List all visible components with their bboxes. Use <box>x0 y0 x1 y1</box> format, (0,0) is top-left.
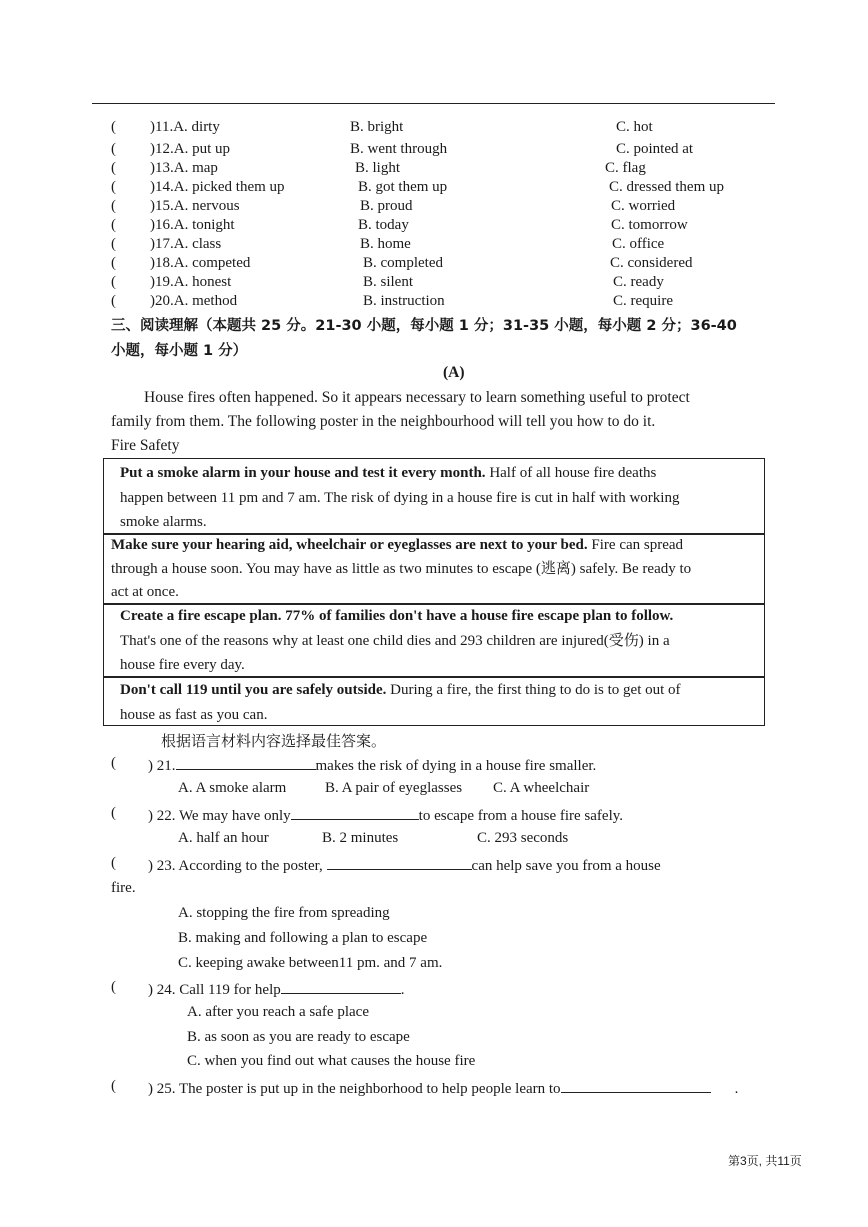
poster-box-smoke-alarm <box>103 458 765 535</box>
question-21 <box>148 755 596 775</box>
question-23 <box>148 855 661 875</box>
cloze-option-c[interactable]: C. tomorrow <box>611 217 688 233</box>
answer-paren[interactable]: ( <box>111 198 116 214</box>
poster-tip-text: Half of all house fire deaths <box>485 465 657 481</box>
option-b[interactable]: B. 2 minutes <box>322 830 399 846</box>
option-b[interactable]: B. making and following a plan to escape <box>178 930 428 946</box>
cloze-option-b[interactable]: B. today <box>358 217 409 233</box>
answer-paren[interactable]: ( <box>111 255 116 271</box>
poster-tip-text: through a house soon. You may have as little as two minutes to escape (逃离) safely. Be ready to <box>111 560 692 577</box>
question-text-cont: fire. <box>111 880 136 896</box>
answer-paren[interactable]: ( <box>111 274 116 290</box>
answer-paren[interactable]: ( <box>111 805 116 821</box>
answer-blank[interactable] <box>281 979 401 994</box>
option-c[interactable]: C. A wheelchair <box>493 780 590 796</box>
question-24 <box>148 979 405 999</box>
option-a[interactable]: A. A smoke alarm <box>178 780 287 796</box>
cloze-option-a[interactable]: )14.A. picked them up <box>150 179 285 195</box>
instruction-text: 根据语言材料内容选择最佳答案。 <box>161 734 387 750</box>
poster-box-call-119 <box>103 676 765 726</box>
option-a[interactable]: A. half an hour <box>178 830 269 846</box>
question-22 <box>148 805 623 825</box>
question-text: to escape from a house fire safely. <box>418 808 624 824</box>
cloze-option-c[interactable]: C. hot <box>616 119 653 135</box>
cloze-option-c[interactable]: C. office <box>612 236 665 252</box>
poster-tip-text: That's one of the reasons why at least one child dies and 293 children are injured(受伤) in a <box>120 632 670 649</box>
option-a[interactable]: A. after you reach a safe place <box>187 1004 369 1020</box>
answer-blank[interactable] <box>291 805 419 820</box>
answer-blank[interactable] <box>176 755 316 770</box>
poster-tip-bold: Don't call 119 until you are safely outside. <box>120 682 387 698</box>
answer-blank[interactable] <box>561 1078 711 1093</box>
question-text: ) 21. <box>148 758 176 774</box>
poster-tip-text: happen between 11 pm and 7 am. The risk of dying in a house fire is cut in half with working <box>120 489 680 506</box>
cloze-option-b[interactable]: B. instruction <box>363 293 445 309</box>
answer-paren[interactable]: ( <box>111 1078 116 1094</box>
question-text: ) 25. The poster is put up in the neighborhood to help people learn to <box>148 1081 561 1097</box>
intro-line-1: House fires often happened. So it appears necessary to learn something useful to protect <box>144 389 690 406</box>
cloze-option-b[interactable]: B. silent <box>363 274 414 290</box>
cloze-option-a[interactable]: )20.A. method <box>150 293 238 309</box>
cloze-option-c[interactable]: C. considered <box>610 255 693 271</box>
cloze-option-a[interactable]: )15.A. nervous <box>150 198 240 214</box>
poster-box-escape-plan <box>103 603 765 678</box>
option-c[interactable]: C. 293 seconds <box>477 830 569 846</box>
option-c[interactable]: C. keeping awake between11 pm. and 7 am. <box>178 955 443 971</box>
option-b[interactable]: B. A pair of eyeglasses <box>325 780 463 796</box>
question-text: ) 23. According to the poster, <box>148 858 323 874</box>
intro-line-2: family from them. The following poster in the neighbourhood will tell you how to do it. <box>111 413 656 430</box>
question-text: makes the risk of dying in a house fire smaller. <box>315 758 597 774</box>
cloze-option-b[interactable]: B. home <box>360 236 411 252</box>
cloze-option-c[interactable]: C. require <box>613 293 673 309</box>
passage-label: (A) <box>443 364 465 381</box>
poster-tip-bold: Create a fire escape plan. 77% of families don't have a house fire escape plan to follow. <box>120 608 674 624</box>
answer-paren[interactable]: ( <box>111 755 116 771</box>
cloze-option-c[interactable]: C. pointed at <box>616 141 694 157</box>
cloze-option-a[interactable]: )13.A. map <box>150 160 218 176</box>
cloze-option-c[interactable]: C. dressed them up <box>609 179 724 195</box>
poster-tip-bold: Put a smoke alarm in your house and test it every month. <box>120 465 486 481</box>
question-text: can help save you from a house <box>471 858 661 874</box>
poster-tip-text: smoke alarms. <box>120 514 207 530</box>
cloze-option-b[interactable]: B. went through <box>350 141 448 157</box>
header-rule <box>92 103 775 104</box>
answer-paren[interactable]: ( <box>111 217 116 233</box>
question-text: ) 24. Call 119 for help <box>148 982 281 998</box>
question-25 <box>148 1078 738 1098</box>
cloze-option-a[interactable]: )16.A. tonight <box>150 217 235 233</box>
poster-tip-bold: Make sure your hearing aid, wheelchair or eyeglasses are next to your bed. <box>111 537 588 553</box>
cloze-option-a[interactable]: )17.A. class <box>150 236 222 252</box>
poster-tip-text: During a fire, the first thing to do is to get out of <box>386 682 681 698</box>
answer-paren[interactable]: ( <box>111 293 116 309</box>
answer-paren[interactable]: ( <box>111 179 116 195</box>
question-text: . <box>400 982 405 998</box>
poster-tip-text: house as fast as you can. <box>120 706 268 723</box>
option-a[interactable]: A. stopping the fire from spreading <box>178 905 390 921</box>
cloze-option-a[interactable]: )11.A. dirty <box>150 119 220 135</box>
answer-paren[interactable]: ( <box>111 855 116 871</box>
option-b[interactable]: B. as soon as you are ready to escape <box>187 1029 410 1045</box>
answer-paren[interactable]: ( <box>111 236 116 252</box>
page-number: 第3页, 共11页 <box>728 1154 802 1168</box>
section-title: 三、阅读理解（本题共 25 分。21-30 小题，每小题 1 分；31-35 小题，每小题 2 分；36-40 <box>111 318 737 334</box>
poster-tip-text: act at once. <box>111 584 179 600</box>
poster-heading: Fire Safety <box>111 437 180 454</box>
cloze-option-a[interactable]: )12.A. put up <box>150 141 230 157</box>
poster-tip-text: house fire every day. <box>120 657 245 673</box>
cloze-option-b[interactable]: B. proud <box>360 198 413 214</box>
cloze-option-c[interactable]: C. flag <box>605 160 646 176</box>
question-text: . <box>734 1081 739 1097</box>
answer-paren[interactable]: ( <box>111 979 116 995</box>
answer-paren[interactable]: ( <box>111 141 116 157</box>
section-title-cont: 小题，每小题 1 分） <box>111 343 248 359</box>
answer-blank[interactable] <box>327 855 472 870</box>
option-c[interactable]: C. when you find out what causes the house fire <box>187 1053 476 1069</box>
cloze-option-a[interactable]: )18.A. competed <box>150 255 251 271</box>
poster-tip-text: Fire can spread <box>587 537 684 553</box>
cloze-option-b[interactable]: B. completed <box>363 255 443 271</box>
answer-paren[interactable]: ( <box>111 160 116 176</box>
cloze-option-a[interactable]: )19.A. honest <box>150 274 232 290</box>
answer-paren[interactable]: ( <box>111 119 116 135</box>
cloze-option-b[interactable]: B. light <box>355 160 401 176</box>
question-text: ) 22. We may have only <box>148 808 291 824</box>
poster-box-hearing-aid <box>103 533 765 605</box>
cloze-option-b[interactable]: B. got them up <box>358 179 448 195</box>
cloze-option-c[interactable]: C. ready <box>613 274 664 290</box>
cloze-option-b[interactable]: B. bright <box>350 119 404 135</box>
cloze-option-c[interactable]: C. worried <box>611 198 676 214</box>
